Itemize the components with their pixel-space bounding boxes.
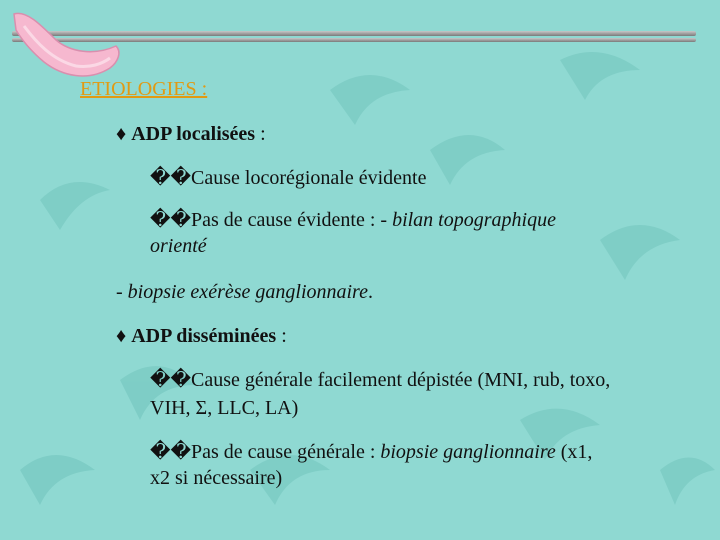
item-text: Cause générale facilement dépistée (MNI, rub, toxo,	[191, 369, 611, 391]
bullet-glyph-icon: ��	[150, 167, 192, 189]
extra-line-plain: .	[367, 281, 373, 303]
item-continuation: x2 si nécessaire)	[150, 467, 283, 489]
list-item	[150, 208, 556, 232]
boomerang-shape	[430, 135, 505, 185]
heading-text: ADP disséminées	[131, 325, 277, 347]
bullet-glyph-icon: ��	[150, 369, 192, 391]
list-item	[150, 368, 610, 392]
item-continuation: orienté	[150, 235, 207, 257]
boomerang-shape	[660, 458, 715, 506]
heading-suffix: :	[276, 325, 287, 347]
section-heading-disseminees	[116, 324, 287, 348]
section-heading-localisees	[116, 122, 266, 146]
item-italic: biopsie ganglionnaire	[380, 441, 556, 463]
slide-title: ETIOLOGIES :	[80, 78, 208, 100]
list-item	[150, 166, 426, 190]
boomerang-shape	[20, 455, 95, 505]
bullet-glyph-icon: ��	[150, 441, 192, 463]
boomerang-shape	[40, 182, 110, 230]
boomerang-shape	[330, 75, 410, 125]
item-text: Cause locorégionale évidente	[191, 167, 427, 189]
heading-text: ADP localisées	[131, 123, 256, 145]
item-after: (x1,	[555, 441, 593, 463]
item-continuation: VIH, Σ, LLC, LA)	[150, 397, 299, 419]
heading-suffix: :	[255, 123, 266, 145]
extra-line	[116, 280, 373, 304]
item-text: Pas de cause évidente : -	[191, 209, 393, 231]
diamond-bullet-icon: ♦	[116, 123, 127, 145]
item-text: Pas de cause générale :	[191, 441, 381, 463]
list-item	[150, 440, 592, 464]
boomerang-shape	[600, 225, 680, 280]
diamond-bullet-icon: ♦	[116, 325, 127, 347]
item-italic: bilan topographique	[392, 209, 556, 231]
extra-line-italic: - biopsie exérèse ganglionnaire	[116, 281, 368, 303]
bullet-glyph-icon: ��	[150, 209, 192, 231]
boomerang-shape	[560, 52, 640, 100]
